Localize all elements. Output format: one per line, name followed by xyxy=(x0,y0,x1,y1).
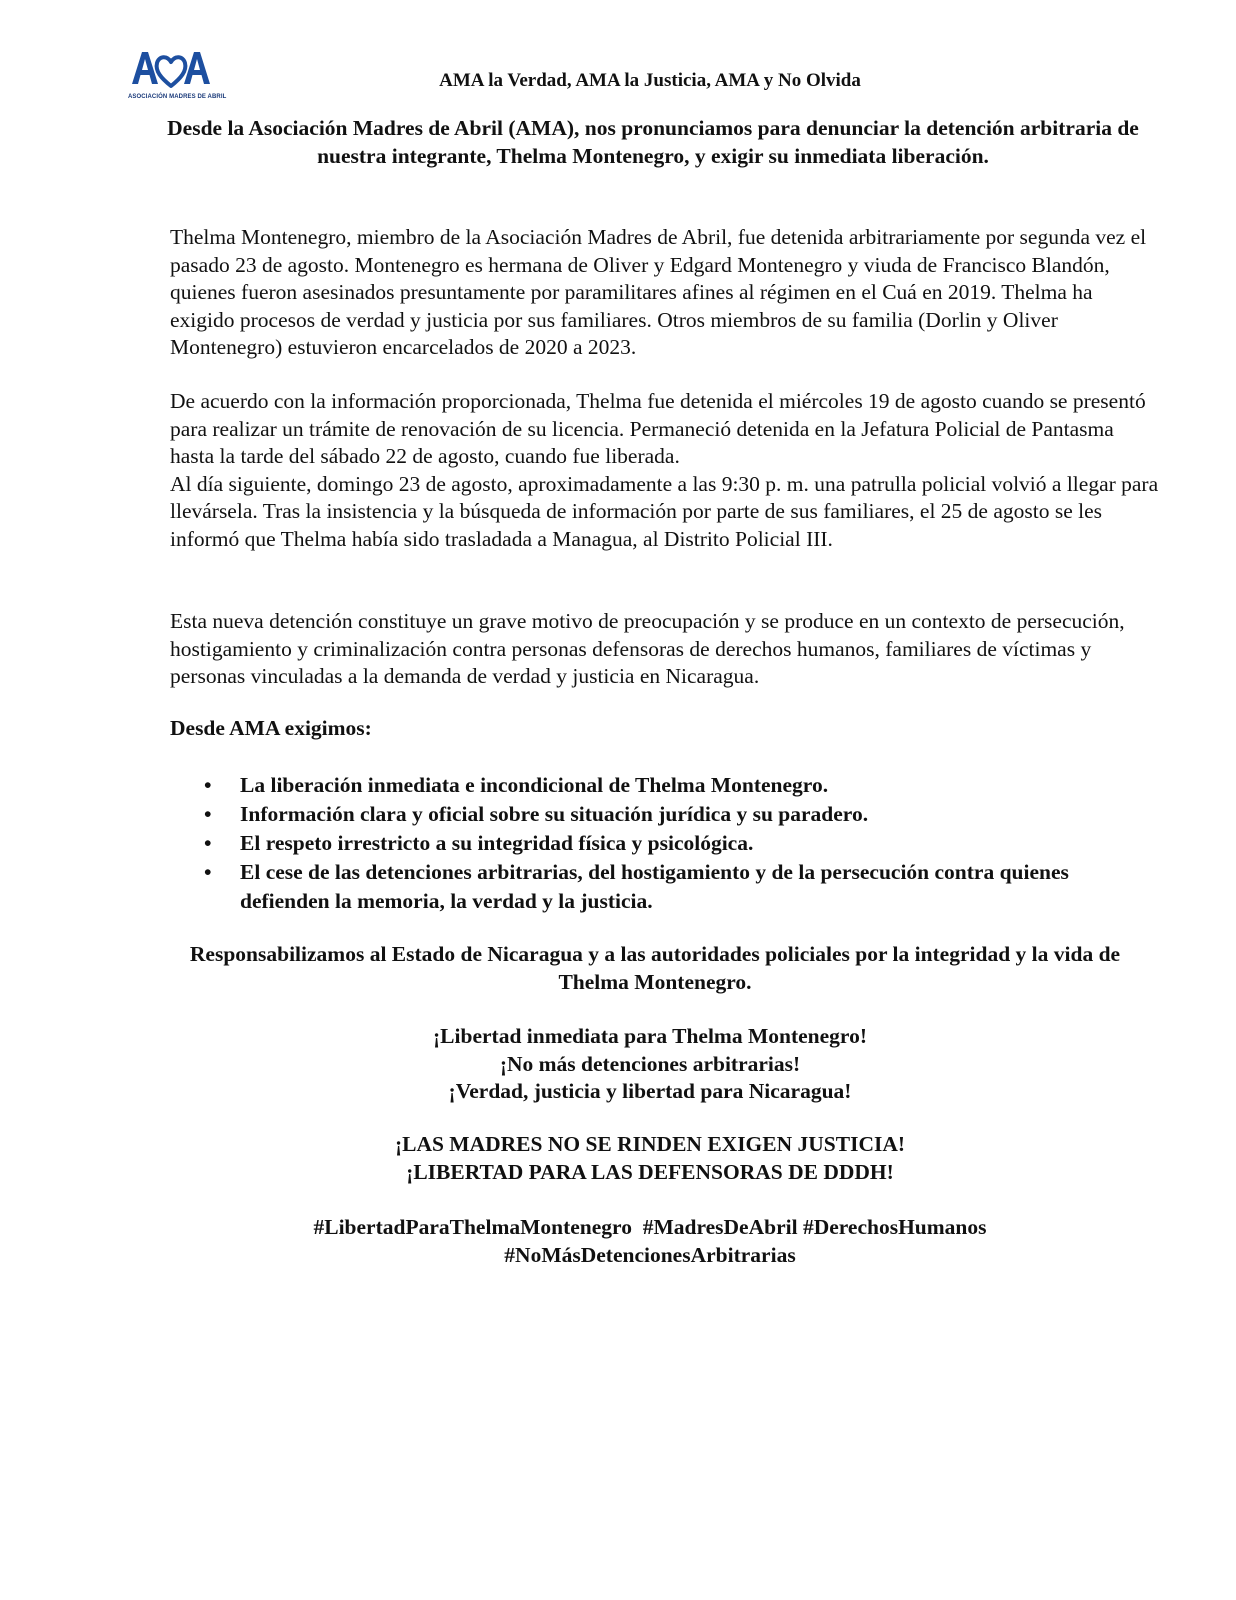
bullet-icon: • xyxy=(204,860,212,884)
demands-title: Desde AMA exigimos: xyxy=(170,716,372,740)
slogan-line: ¡Libertad inmediata para Thelma Montenegro! xyxy=(433,1024,867,1048)
paragraph-background: Thelma Montenegro, miembro de la Asociación Madres de Abril, fue detenida arbitrariamente por segunda vez el pasado 23 de agosto. Montenegro es hermana de Oliver y Edgard Montenegro y viuda de Francisco Blandón, quienes fueron asesinados presuntamente por paramilitares afines al régimen en el Cuá en 2019. Thelma ha exigido procesos de verdad y justicia por sus familiares. Otros miembros de su familia (Dorlin y Oliver Montenegro) estuvieron encarcelados de 2020 a 2023. xyxy=(170,225,1147,359)
list-item xyxy=(170,800,1150,829)
bullet-icon: • xyxy=(204,831,212,855)
paragraph-context: Esta nueva detención constituye un grave motivo de preocupación y se produce en un contexto de persecución, hostigamiento y criminalización contra personas defensoras de derechos humanos, familiares de víctimas y personas vinculadas a la demanda de verdad y justicia en Nicaragua. xyxy=(170,609,1125,688)
motto: AMA la Verdad, AMA la Justicia, AMA y No Olvida xyxy=(439,70,861,91)
demand-text: La liberación inmediata e incondicional de Thelma Montenegro. xyxy=(240,773,829,797)
headline: Desde la Asociación Madres de Abril (AMA), nos pronunciamos para denunciar la detención arbitraria de nuestra integrante, Thelma Montenegro, y exigir su inmediata liberación. xyxy=(167,116,1139,168)
slogan-line: ¡Verdad, justicia y libertad para Nicaragua! xyxy=(448,1079,852,1103)
demand-text: El cese de las detenciones arbitrarias, del hostigamiento y de la persecución contra quienes defienden la memoria, la verdad y la justicia. xyxy=(240,860,1069,913)
list-item xyxy=(170,771,1150,800)
demand-text: El respeto irrestricto a su integridad física y psicológica. xyxy=(240,831,754,855)
caps-slogans xyxy=(0,1131,1236,1186)
bullet-icon: • xyxy=(204,802,212,826)
hashtags xyxy=(0,1214,1236,1269)
logo-subtitle: ASOCIACIÓN MADRES DE ABRIL xyxy=(128,94,227,100)
slogan-line: ¡No más detenciones arbitrarias! xyxy=(499,1051,801,1076)
demands-list xyxy=(170,771,1150,916)
hashtag-line: #NoMásDetencionesArbitrarias xyxy=(504,1242,796,1267)
paragraph-detention-first: De acuerdo con la información proporcionada, Thelma fue detenida el miércoles 19 de agosto cuando se presentó para realizar un trámite de renovación de su licencia. Permaneció detenida en la Jefatura Policial de Pantasma hasta la tarde del sábado 22 de agosto, cuando fue liberada. xyxy=(170,389,1146,468)
responsibility-statement: Responsabilizamos al Estado de Nicaragua y a las autoridades policiales por la integridad y la vida de Thelma Montenegro. xyxy=(189,942,1121,994)
bullet-icon: • xyxy=(204,773,212,797)
paragraph-detention-second: Al día siguiente, domingo 23 de agosto, aproximadamente a las 9:30 p. m. una patrulla policial volvió a llegar para llevársela. Tras la insistencia y la búsqueda de información por parte de sus familiares, el 25 de agosto se les informó que Thelma había sido trasladada a Managua, al Distrito Policial III. xyxy=(170,471,1159,551)
caps-slogan-line: ¡LIBERTAD PARA LAS DEFENSORAS DE DDDH! xyxy=(406,1159,894,1184)
caps-slogan-line: ¡LAS MADRES NO SE RINDEN EXIGEN JUSTICIA! xyxy=(394,1132,906,1156)
list-item xyxy=(170,829,1150,858)
demand-text: Información clara y oficial sobre su situación jurídica y su paradero. xyxy=(240,802,869,826)
paragraph-detention-details xyxy=(170,388,1160,553)
slogans xyxy=(0,1023,1236,1106)
hashtag-line: #LibertadParaThelmaMontenegro #MadresDeAbril #DerechosHumanos xyxy=(313,1215,987,1239)
list-item xyxy=(170,858,1150,916)
